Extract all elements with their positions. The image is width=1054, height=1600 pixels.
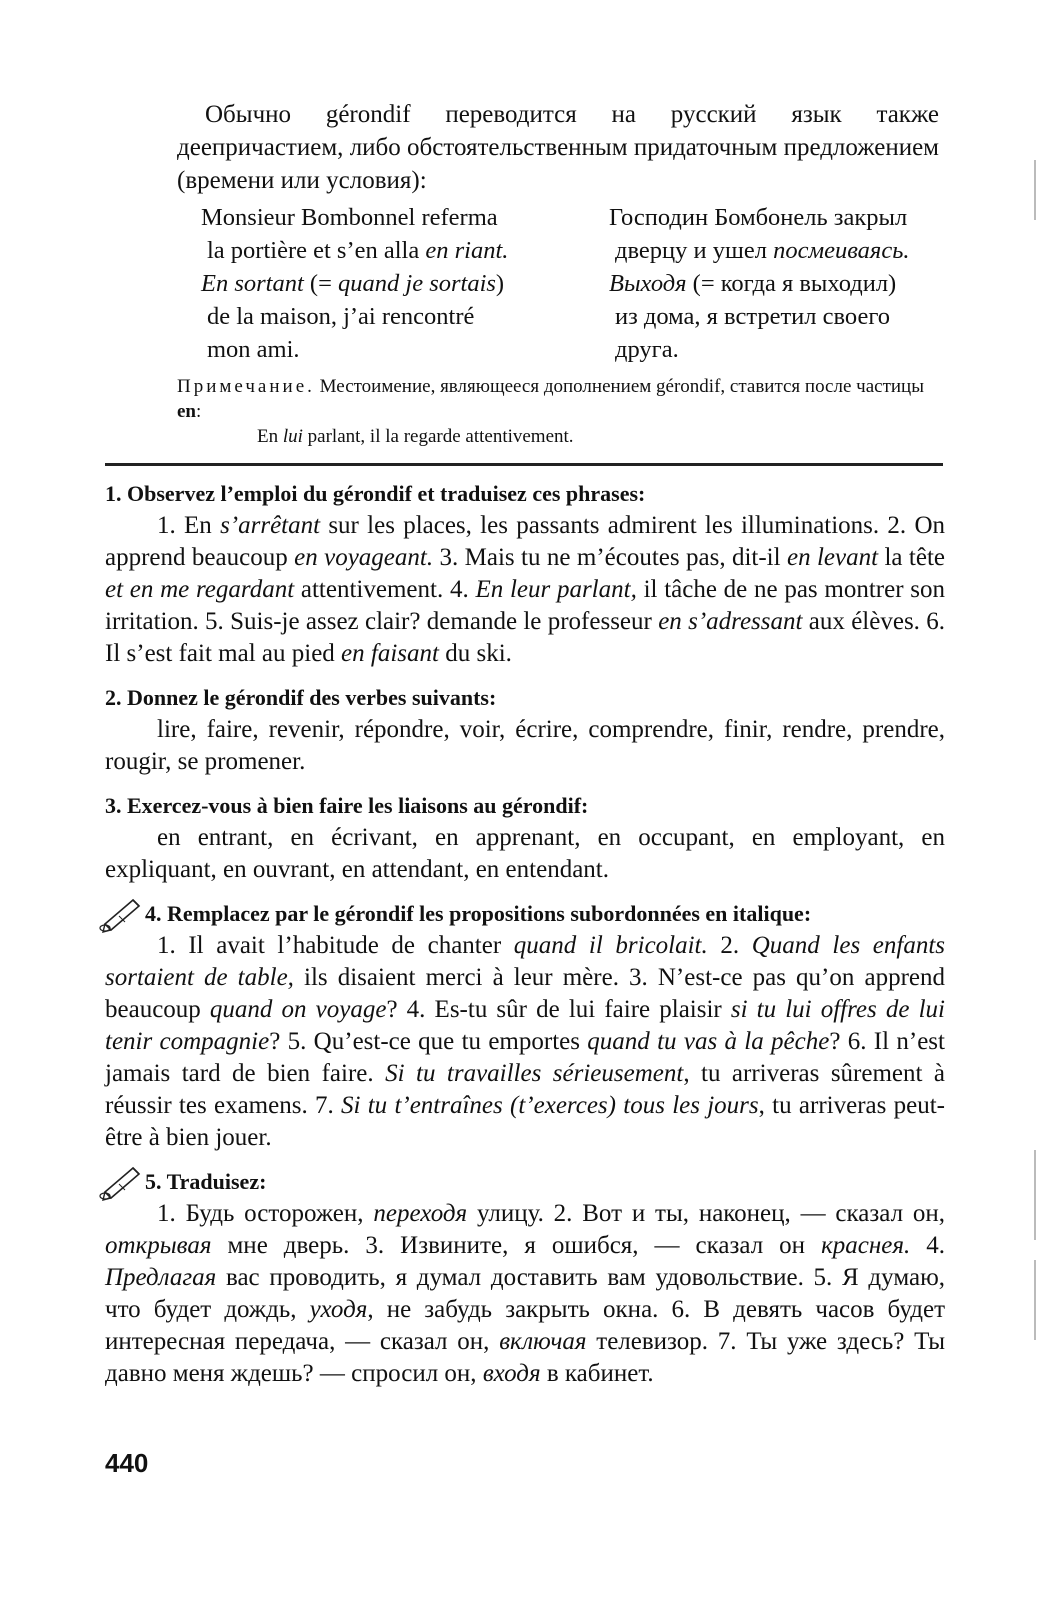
text-run: телевизор. 7. Ты уже здесь? Ты давно меня ждешь? — спросил он,	[105, 1328, 945, 1387]
italic-run: включая	[499, 1328, 587, 1355]
text-run: 1. En	[157, 512, 221, 539]
note-text: Местоимение, являющееся дополнением gérondif, ставится после частицы	[314, 376, 924, 397]
text-run: aux élèves. 6. Il s’est fait mal au pied	[105, 608, 946, 667]
example-line: Выходя (= когда я выходил)	[609, 270, 897, 297]
example-line: de la maison, j’ai rencontré	[207, 303, 475, 330]
example-line: из дома, я встретил своего	[615, 303, 891, 330]
text-run: attentivement. 4.	[294, 576, 476, 603]
italic-run: s’arrêtant	[220, 512, 321, 539]
italic-run: Предлагая	[105, 1264, 217, 1291]
text-run: , tu arriveras sûrement à réussir tes examens. 7.	[105, 1060, 946, 1119]
text-run: ils disaient merci à leur mère. 3. N’est-ce pas qu’on apprend beaucoup	[105, 964, 945, 1023]
exercise-4-title: 4. Remplacez par le gérondif les propositions subordonnées en italique:	[145, 901, 812, 926]
text-run: в кабинет.	[540, 1360, 654, 1387]
italic-run: Si tu t’entraînes (t’exerces) tous les jours	[341, 1092, 759, 1119]
text-run: la tête	[878, 544, 945, 571]
note-example: En lui parlant, il la regarde attentivement.	[257, 426, 574, 447]
text-run: lire, faire, revenir, répondre, voir, écrire, comprendre, finir, rendre, prendre, rougir, se promener.	[105, 716, 945, 775]
note-label: Примечание.	[177, 376, 315, 397]
italic-run: входя	[482, 1360, 541, 1387]
example-line: En sortant (= quand je sortais)	[201, 270, 505, 297]
grammar-note	[105, 374, 945, 449]
text-run: 4.	[910, 1232, 946, 1259]
text-run: ? 6. Il n’est jamais tard de bien faire.	[105, 1028, 945, 1087]
scan-edge	[1034, 1150, 1036, 1240]
exercise-2-title: 2. Donnez le gérondif des verbes suivants:	[105, 685, 497, 710]
text-run: du ski.	[438, 640, 512, 667]
example-line: дверцу и ушел посмеиваясь.	[615, 237, 910, 264]
italic-run: quand il bricolait.	[513, 932, 708, 959]
text-run: мне дверь. 3. Извините, я ошибся, — сказал он	[211, 1232, 822, 1259]
page-content	[105, 98, 945, 1404]
exercise-1-text	[105, 510, 945, 670]
text-run: ? 4. Es-tu sûr de lui faire plaisir	[386, 996, 731, 1023]
italic-run: уходя	[309, 1296, 368, 1323]
exercise-3-text	[105, 822, 945, 886]
example-line: la portière et s’en alla en riant.	[207, 237, 509, 264]
note-colon: :	[196, 401, 202, 422]
example-line: Господин Бомбонель закрыл	[609, 204, 908, 231]
examples-french	[201, 201, 591, 366]
italic-run: quand tu vas à la pêche	[587, 1028, 830, 1055]
example-columns	[201, 201, 945, 366]
exercise-2-text	[105, 714, 945, 778]
italic-run: et en me regardant	[105, 576, 295, 603]
exercise-5-title: 5. Traduisez:	[145, 1169, 267, 1194]
text-run: 1. Il avait l’habitude de chanter	[157, 932, 514, 959]
italic-run: si tu lui offres de lui tenir compagnie	[105, 996, 945, 1055]
exercise-4-text	[105, 930, 945, 1154]
italic-run: переходя	[373, 1200, 468, 1227]
text-run: 1. Будь осторожен,	[157, 1200, 374, 1227]
italic-run: en voyageant.	[294, 544, 434, 571]
exercise-2	[105, 684, 945, 778]
text-run: en entrant, en écrivant, en apprenant, en occupant, en employant, en expliquant, en ouvrant, en attendant, en entendant.	[105, 824, 945, 883]
intro-text: Обычно gérondif переводится на русский язык также деепричастием, либо обстоятельственным придаточным предложением (времени или условия):	[177, 101, 939, 194]
text-run: , не забудь закрыть окна. 6. В девять часов будет интересная передача, — сказал он,	[105, 1296, 945, 1355]
exercise-4	[105, 900, 945, 1154]
section-divider	[105, 463, 943, 466]
examples-russian	[609, 201, 969, 366]
example-line: Monsieur Bombonnel referma	[201, 204, 498, 231]
text-run: il tâche de ne pas montrer son irritation. 5. Suis-je assez clair? demande le professeur	[105, 576, 946, 635]
scan-edge	[1034, 160, 1036, 220]
italic-run: краснея.	[821, 1232, 911, 1259]
exercise-3	[105, 792, 945, 886]
text-run: , tu arriveras peut-être à bien jouer.	[105, 1092, 945, 1151]
exercise-5	[105, 1168, 945, 1390]
scan-edge	[1034, 1260, 1036, 1340]
exercise-5-text	[105, 1198, 945, 1390]
example-line: mon ami.	[207, 336, 300, 363]
page-number: 440	[105, 1448, 149, 1478]
example-line: друга.	[615, 336, 679, 363]
exercise-3-title: 3. Exercez-vous à bien faire les liaisons au gérondif:	[105, 793, 589, 818]
pencil-icon	[99, 1162, 147, 1202]
text-run: 2.	[707, 932, 752, 959]
text-run: 3. Mais tu ne m’écoutes pas, dit-il	[433, 544, 787, 571]
italic-run: Si tu travailles sérieusement	[385, 1060, 684, 1087]
italic-run: en s’adressant	[658, 608, 803, 635]
italic-run: Quand les enfants sortaient de table,	[105, 932, 946, 991]
exercise-1	[105, 480, 945, 670]
text-run: вас проводить, я думал доставить вам удовольствие. 5. Я думаю, что будет дождь,	[105, 1264, 945, 1323]
italic-run: En leur parlant,	[475, 576, 637, 603]
text-run: улицу. 2. Вот и ты, наконец, — сказал он,	[467, 1200, 946, 1227]
italic-run: quand on voyage	[209, 996, 387, 1023]
italic-run: en faisant	[341, 640, 439, 667]
text-run: sur les places, les passants admirent les illuminations. 2. On apprend beaucoup	[105, 512, 945, 571]
text-run: ? 5. Qu’est-ce que tu emportes	[269, 1028, 588, 1055]
italic-run: открывая	[105, 1232, 212, 1259]
exercise-1-title: 1. Observez l’emploi du gérondif et traduisez ces phrases:	[105, 481, 646, 506]
pencil-icon	[99, 894, 147, 934]
note-particle: en	[177, 401, 196, 422]
italic-run: en levant	[786, 544, 879, 571]
intro-paragraph	[105, 98, 945, 197]
